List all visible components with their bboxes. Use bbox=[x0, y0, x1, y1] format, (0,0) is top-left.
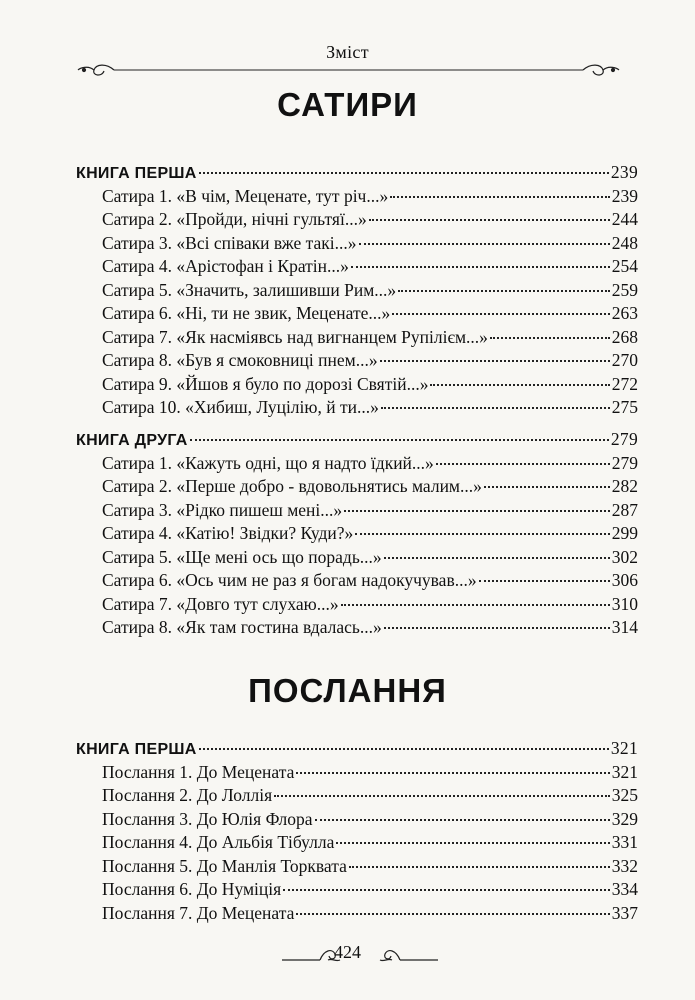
dot-leader bbox=[296, 772, 609, 774]
dot-leader bbox=[190, 439, 609, 441]
dot-leader bbox=[390, 196, 610, 198]
toc-entry[interactable]: Послання 5. До Манлія Торквата 332 bbox=[102, 855, 638, 876]
dot-leader bbox=[283, 889, 610, 891]
dot-leader bbox=[479, 580, 610, 582]
toc-poslannia-book-1 bbox=[76, 737, 638, 925]
dot-leader bbox=[381, 407, 610, 409]
toc-entry[interactable]: Сатира 9. «Йшов я було по дорозі Святій...» 272 bbox=[102, 373, 638, 394]
toc-entry[interactable]: Сатира 1. «Кажуть одні, що я надто їдкий...» 279 bbox=[102, 452, 638, 473]
toc-entry[interactable]: Послання 7. До Мецената 337 bbox=[102, 902, 638, 923]
page-footer bbox=[0, 940, 695, 966]
dot-leader bbox=[384, 557, 610, 559]
toc-book-entry[interactable]: КНИГА ДРУГА 279 bbox=[76, 429, 638, 449]
dot-leader bbox=[355, 533, 609, 535]
dot-leader bbox=[315, 819, 610, 821]
dot-leader bbox=[430, 384, 609, 386]
dot-leader bbox=[199, 748, 609, 750]
dot-leader bbox=[398, 290, 610, 292]
dot-leader bbox=[349, 866, 610, 868]
toc-book-entry[interactable]: КНИГА ПЕРША 321 bbox=[76, 738, 638, 758]
dot-leader bbox=[436, 463, 610, 465]
toc-book-entry[interactable]: КНИГА ПЕРША 239 bbox=[76, 162, 638, 182]
toc-entry[interactable]: Сатира 10. «Хибиш, Луцілію, й ти...» 275 bbox=[102, 397, 638, 417]
dot-leader bbox=[384, 627, 610, 629]
toc-satyry-book-1 bbox=[76, 161, 638, 420]
toc-entry[interactable]: Послання 1. До Мецената 321 bbox=[102, 761, 638, 782]
toc-entry[interactable]: Сатира 3. «Рідко пишеш мені...» 287 bbox=[102, 499, 638, 520]
toc-entry[interactable]: Послання 2. До Лоллія 325 bbox=[102, 785, 638, 805]
toc-entry[interactable]: Сатира 2. «Пройди, нічні гультяї...» 244 bbox=[102, 209, 638, 229]
toc-entry[interactable]: Послання 4. До Альбія Тібулла 331 bbox=[102, 832, 638, 852]
toc-entry[interactable]: Послання 6. До Нуміція 334 bbox=[102, 879, 638, 899]
toc-satyry-book-2 bbox=[76, 428, 638, 640]
dot-leader bbox=[392, 313, 609, 315]
toc-entry[interactable]: Сатира 5. «Ще мені ось що порадь...» 302 bbox=[102, 546, 638, 567]
running-head: Зміст bbox=[326, 42, 369, 62]
dot-leader bbox=[351, 266, 610, 268]
ornamental-rule-icon bbox=[76, 60, 621, 80]
toc-entry[interactable]: Сатира 5. «Значить, залишивши Рим...» 259 bbox=[102, 279, 638, 300]
section-title-satyry: САТИРИ bbox=[277, 86, 418, 123]
toc-entry[interactable]: Сатира 4. «Катію! Звідки? Куди?» 299 bbox=[102, 523, 638, 543]
toc-entry[interactable]: Сатира 6. «Ні, ти не звик, Меценате...» 263 bbox=[102, 303, 638, 323]
dot-leader bbox=[359, 243, 610, 245]
dot-leader bbox=[296, 913, 609, 915]
dot-leader bbox=[344, 510, 610, 512]
dot-leader bbox=[484, 486, 610, 488]
dot-leader bbox=[336, 842, 609, 844]
toc-entry[interactable]: Сатира 4. «Арістофан і Кратін...» 254 bbox=[102, 256, 638, 276]
dot-leader bbox=[380, 360, 610, 362]
dot-leader bbox=[274, 795, 610, 797]
dot-leader bbox=[199, 172, 609, 174]
toc-entry[interactable]: Сатира 8. «Як там гостина вдалась...» 314 bbox=[102, 617, 638, 637]
toc-entry[interactable]: Сатира 2. «Перше добро - вдовольнятись малим...» 282 bbox=[102, 476, 638, 496]
section-title-poslannia: ПОСЛАННЯ bbox=[248, 672, 447, 709]
toc-entry[interactable]: Сатира 6. «Ось чим не раз я богам надокучував...» 306 bbox=[102, 570, 638, 590]
toc-entry[interactable]: Сатира 3. «Всі співаки вже такі...» 248 bbox=[102, 232, 638, 253]
dot-leader bbox=[341, 604, 610, 606]
toc-entry[interactable]: Послання 3. До Юлія Флора 329 bbox=[102, 808, 638, 829]
toc-entry[interactable]: Сатира 8. «Був я смоковниці пнем...» 270 bbox=[102, 350, 638, 370]
toc-entry[interactable]: Сатира 7. «Як насміявсь над вигнанцем Рупілієм...» 268 bbox=[102, 326, 638, 347]
dot-leader bbox=[369, 219, 610, 221]
dot-leader bbox=[490, 337, 610, 339]
toc-entry[interactable]: Сатира 7. «Довго тут слухаю...» 310 bbox=[102, 593, 638, 614]
page-number: 424 bbox=[334, 942, 361, 962]
toc-entry[interactable]: Сатира 1. «В чім, Меценате, тут річ...» 239 bbox=[102, 185, 638, 206]
